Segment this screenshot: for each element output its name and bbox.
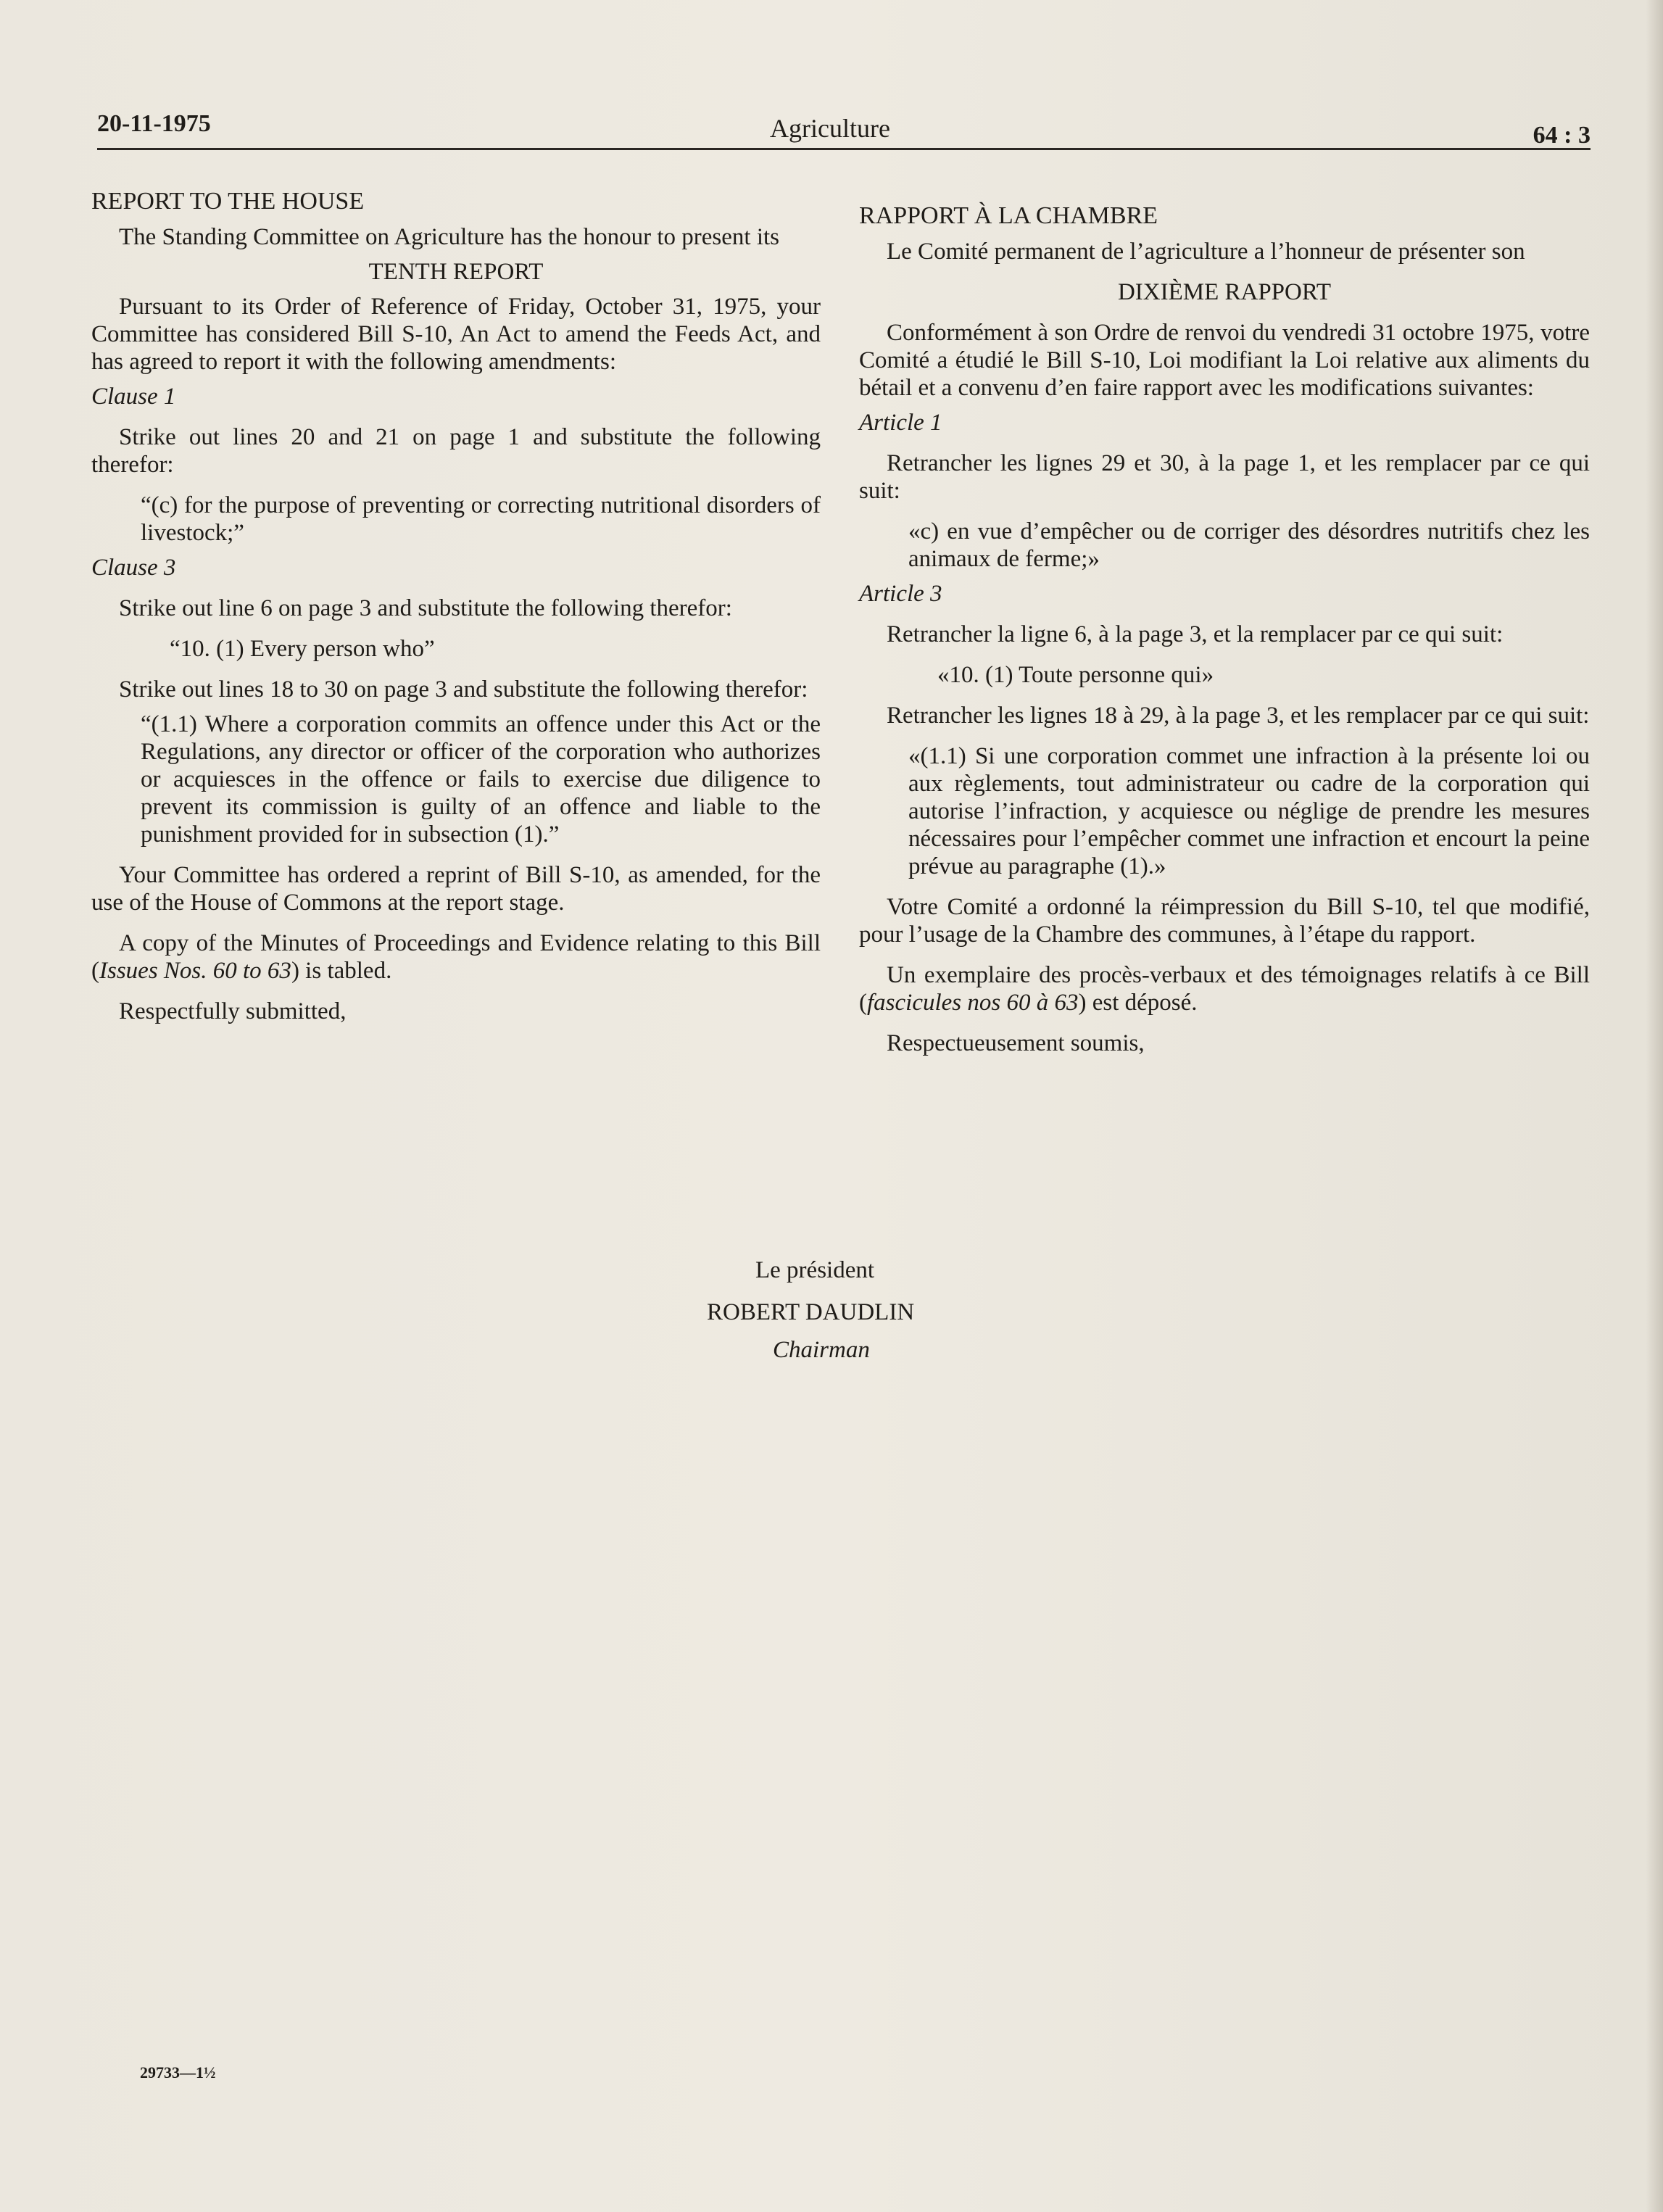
report-heading-en: REPORT TO THE HOUSE xyxy=(91,188,365,215)
article-3-text-2: Retrancher les lignes 18 à 29, à la page 3, et les remplacer par ce qui suit: xyxy=(887,703,1590,729)
article-1-quote: «c) en vue d’empêcher ou de corriger des désordres nutritifs chez les animaux de ferme;» xyxy=(908,518,1590,572)
clause-3-label: Clause 3 xyxy=(91,555,176,581)
article-3-quote: «10. (1) Toute personne qui» xyxy=(937,662,1214,688)
article-3-quote-2: «(1.1) Si une corporation commet une infraction à la présente loi ou aux règlements, tout administrateur ou cadre de la corporation qui autorise l’infraction, y acquiesce ou néglige de prendre les mesures nécessaires pour l’empêcher commet une infraction et encourt la peine prévue au paragraphe (1).» xyxy=(908,743,1590,879)
header-page-number: 64 : 3 xyxy=(1533,122,1591,149)
article-3-label: Article 3 xyxy=(859,581,942,607)
signature-name: ROBERT DAUDLIN xyxy=(707,1299,915,1325)
clause-3-text-2: Strike out lines 18 to 30 on page 3 and substitute the following therefor: xyxy=(119,676,808,703)
clause-1-quote: “(c) for the purpose of preventing or correcting nutritional disorders of livestock;” xyxy=(141,492,821,546)
intro-fr: Le Comité permanent de l’agriculture a l’honneur de présenter son xyxy=(887,239,1525,265)
footer-code: 29733—1½ xyxy=(140,2063,216,2081)
clause-1-label: Clause 1 xyxy=(91,384,176,410)
paragraph-en: Pursuant to its Order of Reference of Friday, October 31, 1975, your Committee has considered Bill S-10, An Act to amend the Feeds Act, and has agreed to report it with the following amendments: xyxy=(91,294,821,375)
article-1-label: Article 1 xyxy=(859,410,942,436)
report-heading-fr: RAPPORT À LA CHAMBRE xyxy=(859,202,1158,229)
article-1-text: Retrancher les lignes 29 et 30, à la page 1, et les remplacer par ce qui suit: xyxy=(859,450,1590,504)
reprint-fr: Votre Comité a ordonné la réimpression du Bill S-10, tel que modifié, pour l’usage de la Chambre des communes, à l’étape du rapport. xyxy=(859,894,1590,948)
page-header xyxy=(97,109,1591,150)
intro-en: The Standing Committee on Agriculture has the honour to present its xyxy=(119,224,780,250)
article-3-text: Retrancher la ligne 6, à la page 3, et la remplacer par ce qui suit: xyxy=(887,621,1504,647)
copy-tabled-fr: Un exemplaire des procès-verbaux et des témoignages relatifs à ce Bill (fascicules nos 60 à 63) est déposé. xyxy=(859,962,1590,1016)
signature-title-en: Chairman xyxy=(773,1337,870,1363)
clause-1-text: Strike out lines 20 and 21 on page 1 and substitute the following therefor: xyxy=(91,424,821,478)
report-title-en: TENTH REPORT xyxy=(368,259,544,285)
report-title-fr: DIXIÈME RAPPORT xyxy=(1117,279,1332,305)
header-title: Agriculture xyxy=(770,114,890,143)
header-date: 20-11-1975 xyxy=(97,110,211,137)
french-column xyxy=(859,187,1590,1057)
closing-en: Respectfully submitted, xyxy=(119,998,347,1024)
closing-fr: Respectueusement soumis, xyxy=(887,1030,1145,1056)
copy-tabled-en: A copy of the Minutes of Proceedings and Evidence relating to this Bill (Issues Nos. 60 to 63) is tabled. xyxy=(91,930,821,984)
clause-3-quote: “10. (1) Every person who” xyxy=(170,636,435,662)
reprint-en: Your Committee has ordered a reprint of Bill S-10, as amended, for the use of the House of Commons at the report stage. xyxy=(91,862,821,916)
english-column xyxy=(91,187,821,1025)
signature-title-fr: Le président xyxy=(755,1257,875,1283)
page-edge-shadow xyxy=(1646,0,1663,2212)
clause-3-quote-2: “(1.1) Where a corporation commits an offence under this Act or the Regulations, any director or officer of the corporation who authorizes or acquiesces in the offence or fails to exercise due diligence to prevent its commission is guilty of an offence and liable to the punishment provided for in subsection (1).” xyxy=(141,711,821,848)
paragraph-fr: Conformément à son Ordre de renvoi du vendredi 31 octobre 1975, votre Comité a étudié le Bill S-10, Loi modifiant la Loi relative aux aliments du bétail et a convenu d’en faire rapport avec les modifications suivantes: xyxy=(859,320,1590,401)
clause-3-text: Strike out line 6 on page 3 and substitute the following therefor: xyxy=(119,595,732,621)
